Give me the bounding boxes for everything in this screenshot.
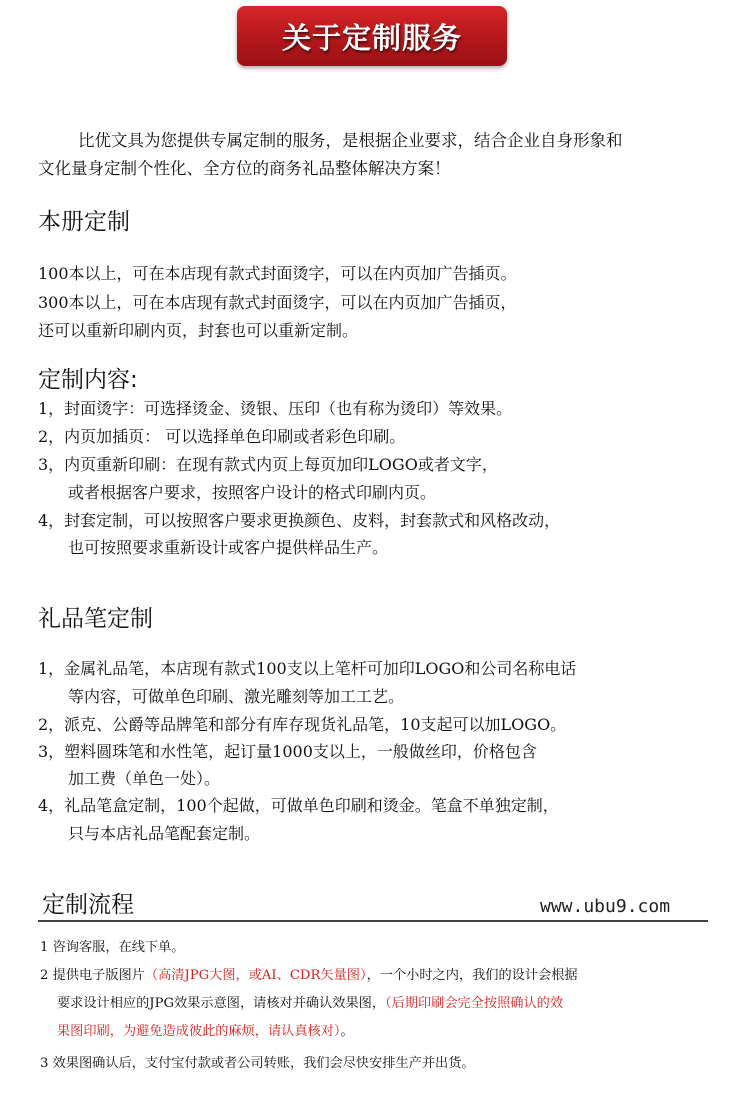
notebook-line-2: 300本以上，可在本店现有款式封面烫字，可以在内页加广告插页， <box>38 293 517 312</box>
pen-item-2: 2，派克、公爵等品牌笔和部分有库存现货礼品笔，10支起可以加LOGO。 <box>38 715 567 734</box>
process-heading: 定制流程 <box>42 892 134 918</box>
intro-line-1: 比优文具为您提供专属定制的服务，是根据企业要求，结合企业自身形象和 <box>78 131 623 150</box>
step-2-text-c: 要求设计相应的JPG效果示意图，请核对并确认效果图， <box>57 996 386 1011</box>
step-2-text: 2 提供电子版图片 <box>40 968 145 983</box>
content-item-2: 2，内页加插页： 可以选择单色印刷或者彩色印刷。 <box>38 427 406 446</box>
pen-item-3: 3，塑料圆珠笔和水性笔，起订量1000支以上，一般做丝印，价格包含 <box>38 742 537 761</box>
step-2-text-b: ，一个小时之内，我们的设计会根据 <box>366 968 578 983</box>
step-2-warning: （后期印刷会完全按照确认的效 <box>385 996 564 1011</box>
pen-item-3-cont: 加工费（单色一处）。 <box>68 769 221 788</box>
process-step-1: 1 咨询客服，在线下单。 <box>40 940 185 955</box>
content-heading: 定制内容: <box>38 367 138 393</box>
content-item-4: 4，封套定制，可以按照客户要求更换颜色、皮料，封套款式和风格改动， <box>38 511 561 530</box>
pen-item-1: 1，金属礼品笔，本店现有款式100支以上笔杆可加印LOGO和公司名称电话 <box>38 659 577 678</box>
content-item-3: 3，内页重新印刷：在现有款式内页上每页加印LOGO或者文字， <box>38 455 498 474</box>
about-custom-service-banner: 关于定制服务 <box>237 6 507 66</box>
pen-item-1-cont: 等内容，可做单色印刷、激光雕刻等加工工艺。 <box>68 687 405 706</box>
site-url: www.ubu9.com <box>540 896 671 917</box>
step-2-warning-cont: 果图印刷，为避免造成彼此的麻烦，请认真核对） <box>57 1024 341 1039</box>
notebook-heading: 本册定制 <box>38 209 130 235</box>
content-item-3-cont: 或者根据客户要求，按照客户设计的格式印刷内页。 <box>68 483 437 502</box>
notebook-line-3: 还可以重新印刷内页，封套也可以重新定制。 <box>38 321 359 340</box>
pen-item-4: 4，礼品笔盒定制，100个起做，可做单色印刷和烫金。笔盒不单独定制， <box>38 796 559 815</box>
process-step-2-cont <box>57 992 563 1011</box>
pen-heading: 礼品笔定制 <box>38 606 153 632</box>
step-2-format-note: （高清JPG大图，或AI、CDR矢量图） <box>144 968 367 983</box>
notebook-line-1: 100本以上，可在本店现有款式封面烫字，可以在内页加广告插页。 <box>38 264 517 283</box>
process-step-2 <box>40 964 578 983</box>
step-2-end: 。 <box>340 1024 354 1039</box>
divider <box>38 920 708 922</box>
content-item-4-cont: 也可按照要求重新设计或客户提供样品生产。 <box>68 538 389 557</box>
intro-paragraph <box>38 127 728 183</box>
pen-item-4-cont: 只与本店礼品笔配套定制。 <box>68 824 261 843</box>
content-item-1: 1，封面烫字：可选择烫金、烫银、压印（也有称为烫印）等效果。 <box>38 399 513 418</box>
process-step-2-cont-2 <box>57 1020 354 1039</box>
process-step-3: 3 效果图确认后，支付宝付款或者公司转账，我们会尽快安排生产并出货。 <box>40 1056 475 1071</box>
intro-line-2: 文化量身定制个性化、全方位的商务礼品整体解决方案！ <box>38 159 451 178</box>
